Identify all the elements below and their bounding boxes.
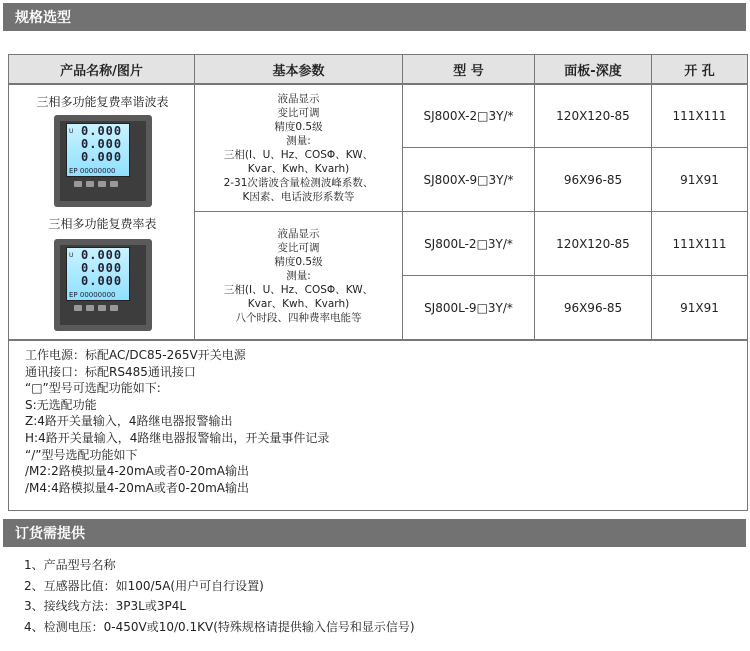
- table-cell-model: SJ800X-9□3Y/*: [402, 147, 535, 212]
- spec-section-title: 规格选型: [15, 10, 71, 26]
- header-params: 基本参数: [194, 54, 403, 84]
- meter-buttons: [74, 181, 120, 189]
- list-item: 4、检测电压：0-450V或10/0.1KV(特殊规格请提供输入信号和显示信号): [24, 619, 415, 634]
- meter-image-multirate: U 0.000 0.000 0.000 EP 00000000: [54, 239, 152, 331]
- product-name-multirate: 三相多功能复费率表: [48, 217, 157, 231]
- order-section-header: [3, 519, 746, 547]
- table-cell-panel: 96X96-85: [534, 275, 652, 340]
- spec-section-header: [3, 3, 746, 31]
- header-product: 产品名称/图片: [8, 54, 195, 84]
- header-model: 型 号: [402, 54, 535, 84]
- product-column: [8, 84, 195, 340]
- table-cell-panel: 96X96-85: [534, 147, 652, 212]
- product-name-harmonic: 三相多功能复费率谐波表: [36, 95, 169, 109]
- list-item: 1、产品型号名称: [24, 558, 116, 572]
- table-cell-model: SJ800L-9□3Y/*: [402, 275, 535, 340]
- table-cell-model: SJ800L-2□3Y/*: [402, 211, 535, 276]
- table-cell-cutout: 111X111: [651, 211, 748, 276]
- table-cell-model: SJ800X-2□3Y/*: [402, 84, 535, 148]
- header-panel-depth: 面板-深度: [534, 54, 652, 84]
- order-section-title: 订货需提供: [15, 526, 85, 542]
- options-notes: 工作电源：标配AC/DC85-265V开关电源 通讯接口：标配RS485通讯接口 “□”型号可选配功能如下: S:无选配功能 Z:4路开关量输入，4路继电器报警输出 H:4路开关量输入，4路继电器报警输出，开关量事件记录 “/”型号选配功能如下 /M2:2路模拟量4-20mA或者0-20mA输出 /M4:4路模拟量4-20mA或者0-20mA输出: [8, 340, 748, 511]
- meter-image-harmonic: U 0.000 0.000 0.000 EP 00000000: [54, 115, 152, 207]
- header-cutout: 开 孔: [651, 54, 748, 84]
- table-cell-panel: 120X120-85: [534, 211, 652, 276]
- table-cell-cutout: 91X91: [651, 275, 748, 340]
- order-list: [24, 555, 415, 637]
- meter-buttons: [74, 305, 120, 313]
- table-cell-cutout: 111X111: [651, 84, 748, 148]
- table-cell-cutout: 91X91: [651, 147, 748, 212]
- table-cell-panel: 120X120-85: [534, 84, 652, 148]
- list-item: 3、接线线方法：3P3L或3P4L: [24, 599, 187, 613]
- params-harmonic: 液晶显示 变比可调 精度0.5级 测量: 三相(I、U、Hz、COSΦ、KW、 Kvar、Kwh、Kvarh) 2-31次谐波含量检测波峰系数、 K因素、电话波形系数等: [194, 84, 403, 212]
- list-item: 2、互感器比值：如100/5A(用户可自行设置): [24, 578, 264, 593]
- params-multirate: 液晶显示 变比可调 精度0.5级 测量: 三相(I、U、Hz、COSΦ、KW、 Kvar、Kwh、Kvarh) 八个时段、四种费率电能等: [194, 211, 403, 340]
- spec-table: [8, 54, 748, 511]
